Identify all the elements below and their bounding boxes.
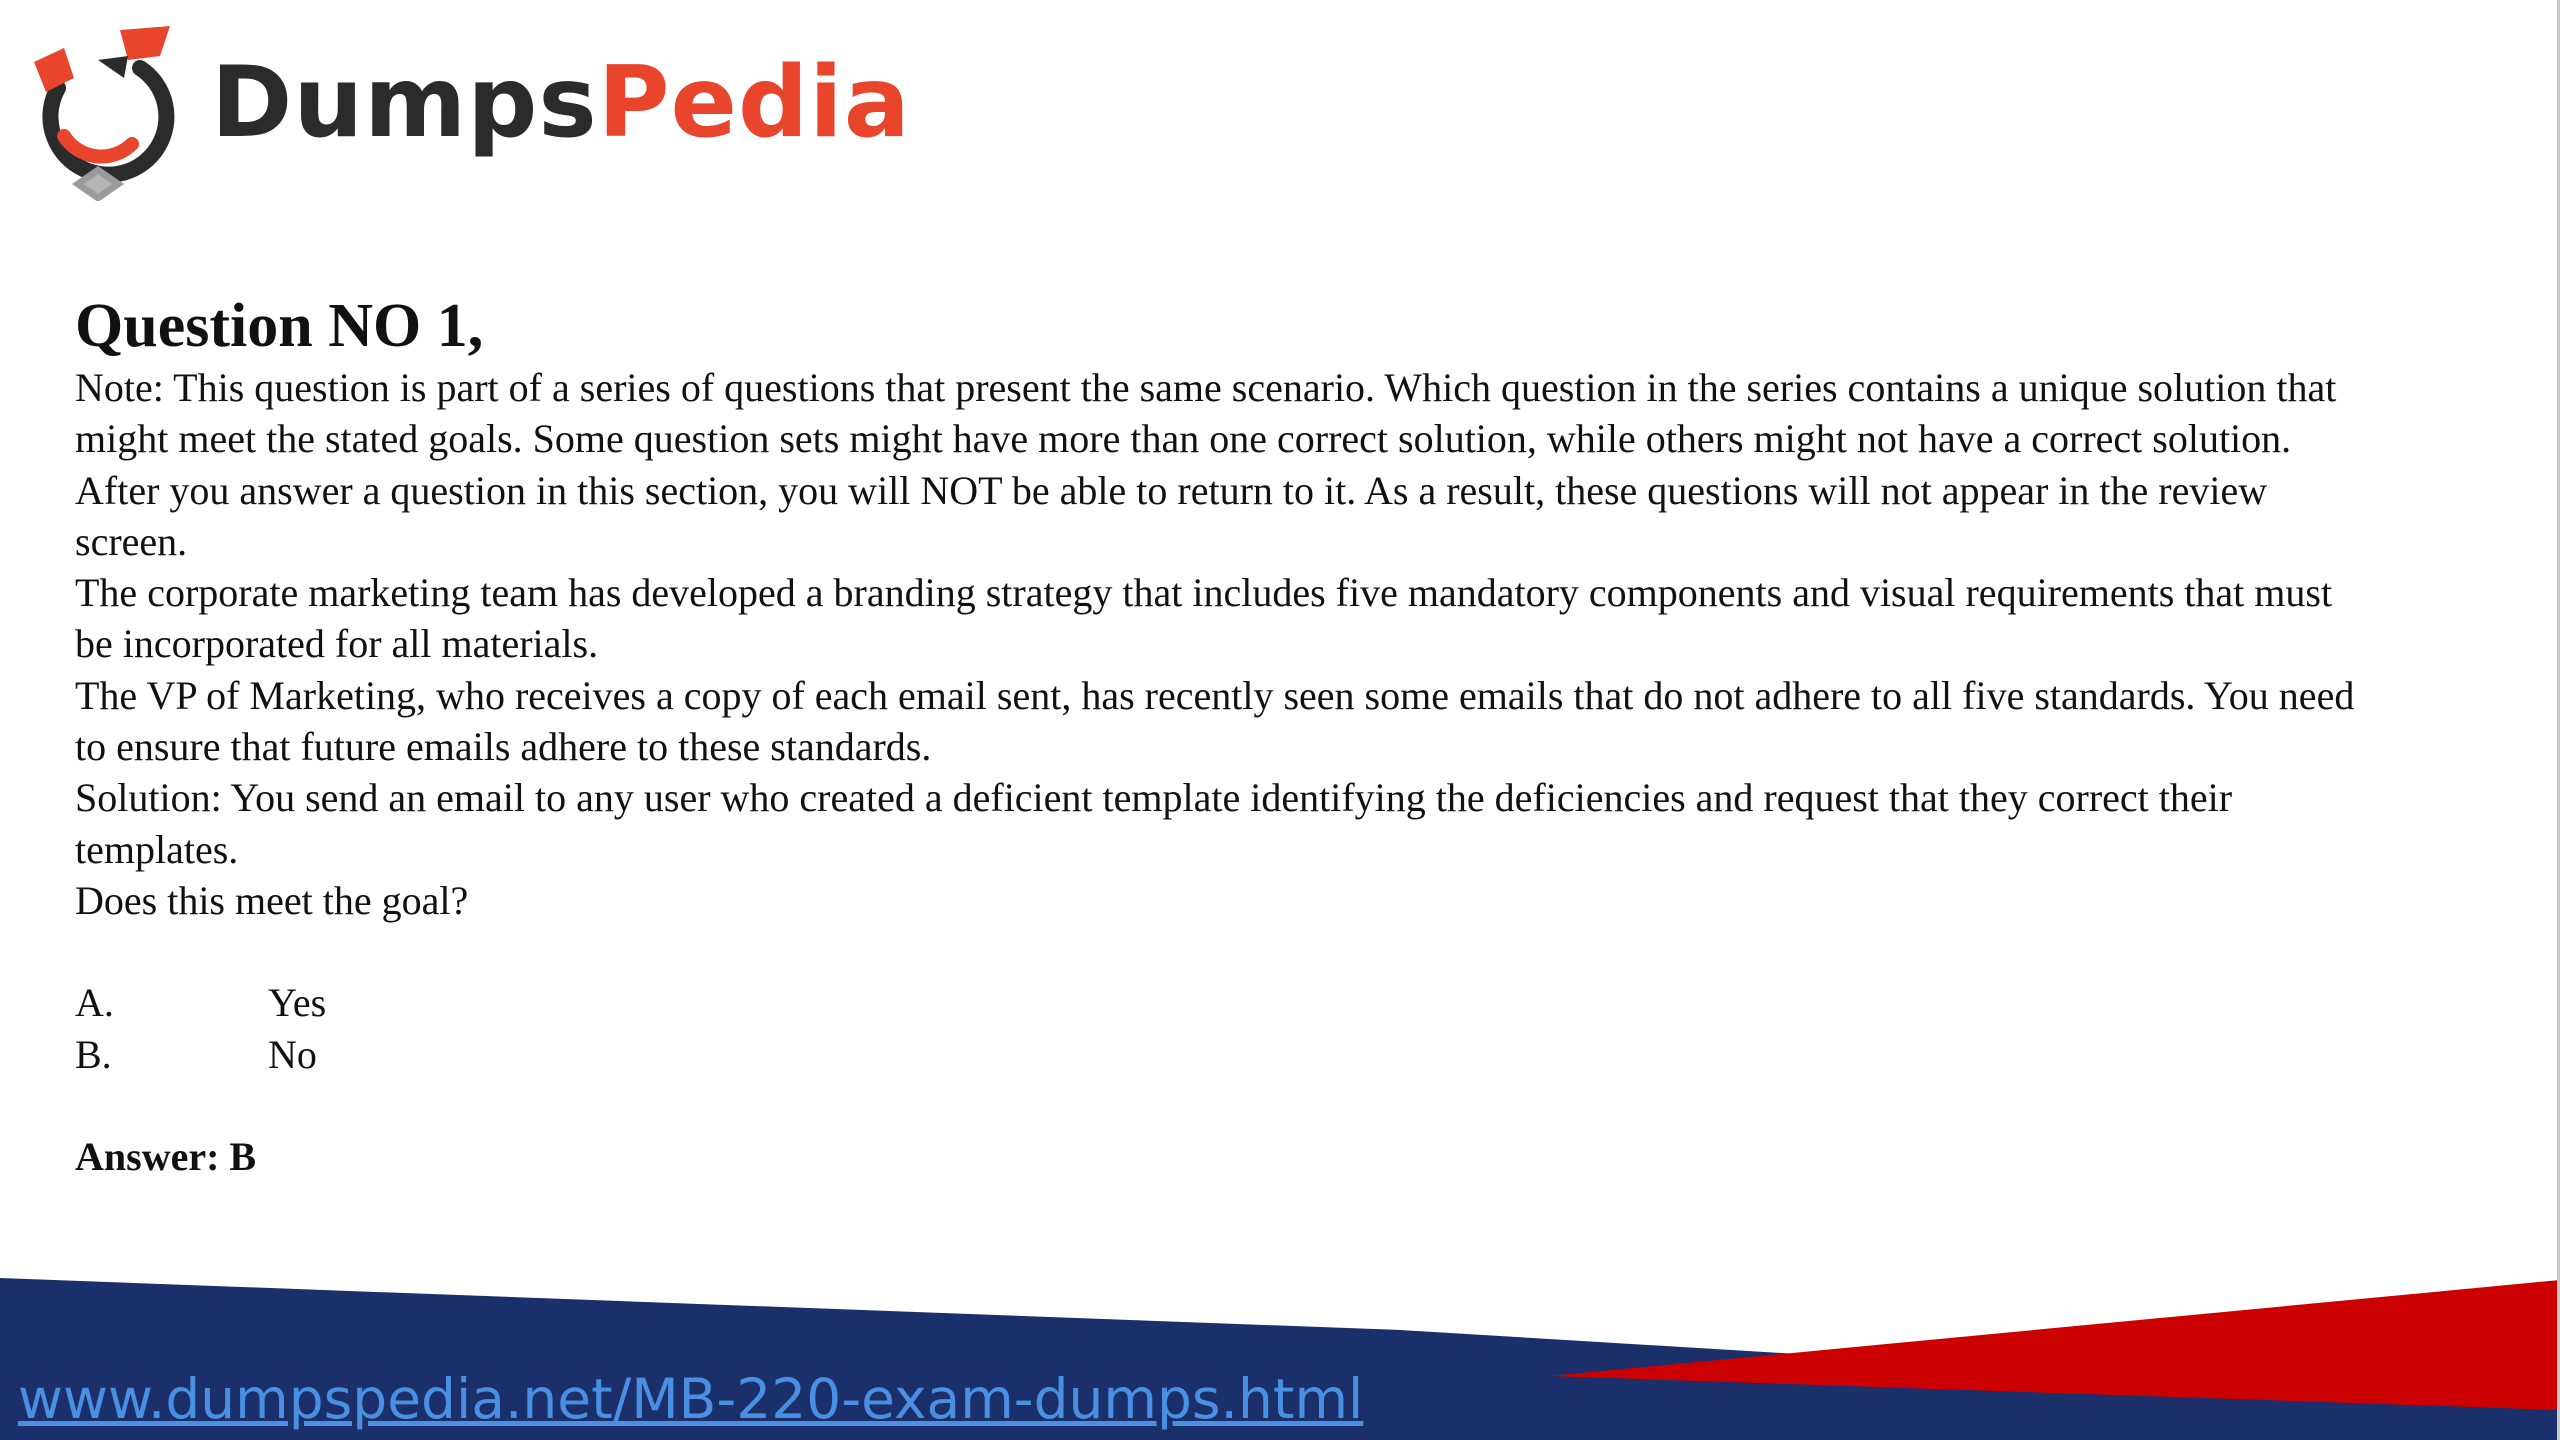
option-text: No — [268, 1031, 317, 1077]
logo-text-dumps: Dumps — [211, 46, 598, 160]
question-title: Question NO 1, — [75, 292, 484, 360]
question-prompt: Does this meet the goal? — [75, 877, 469, 923]
option-letter: A. — [75, 980, 114, 1026]
logo-text-pedia: Pedia — [597, 46, 911, 160]
answer-option-a — [75, 977, 2375, 1028]
dumpspedia-logo[interactable] — [28, 26, 911, 206]
question-paragraph: Solution: You send an email to any user who created a deficient template identifying the deficiencies and request that they correct their templates. — [75, 775, 2233, 872]
dumpspedia-logo-icon — [28, 26, 178, 201]
question-paragraph: The corporate marketing team has developed a branding strategy that includes five mandatory components and visual requirements that must be incorporated for all materials. — [75, 570, 2333, 667]
spacer — [75, 1080, 2375, 1131]
answer-option-b — [75, 1029, 2375, 1080]
answer-text: Answer: B — [75, 1133, 257, 1179]
spacer — [75, 926, 2375, 977]
question-paragraph: Note: This question is part of a series of questions that present the same scenario. Which question in the series contains a unique solution that might meet the stated goals. Some question sets might have more than one correct solution, while others might not have a correct solution. — [75, 365, 2337, 462]
logo-wordmark — [211, 46, 911, 160]
option-text: Yes — [268, 980, 327, 1026]
question-paragraph: The VP of Marketing, who receives a copy of each email sent, has recently seen some emails that do not adhere to all five standards. You need to ensure that future emails adhere to these standards. — [75, 672, 2355, 770]
option-letter: B. — [75, 1031, 112, 1077]
question-content — [75, 290, 2375, 1182]
question-paragraph: After you answer a question in this section, you will NOT be able to return to it. As a result, these questions will not appear in the review screen. — [75, 467, 2268, 564]
exam-dumps-link[interactable]: www.dumpspedia.net/MB-220-exam-dumps.html — [18, 1367, 1364, 1431]
